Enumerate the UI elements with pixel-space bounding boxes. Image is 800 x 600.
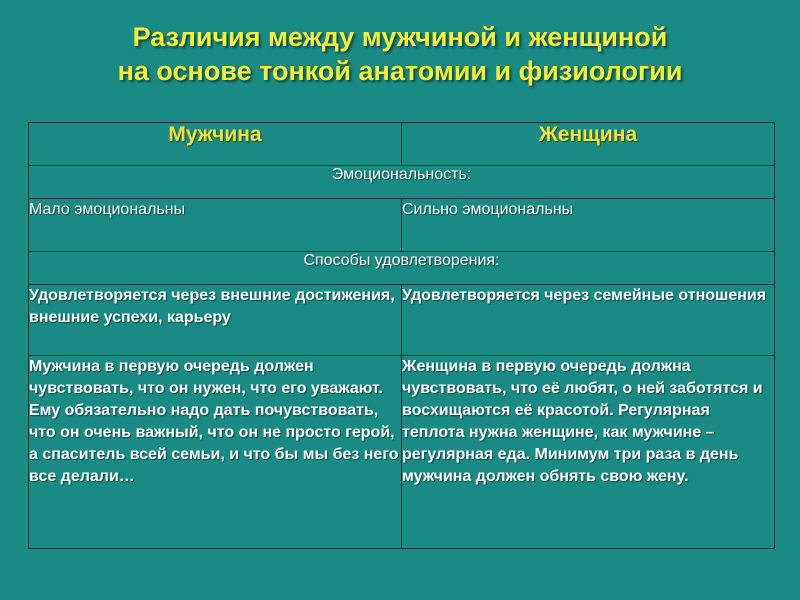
table-row: [29, 285, 775, 356]
section-row-emotionality: [29, 166, 775, 199]
cell-woman-emotionality: Сильно эмоциональны: [402, 199, 775, 252]
slide-title-line-2: на основе тонкой анатомии и физиологии: [117, 56, 683, 86]
slide-title-line-1: Различия между мужчиной и женщиной: [132, 22, 668, 52]
cell-man-satisfaction: Удовлетворяется через внешние достижения, внешние успехи, карьеру: [29, 285, 402, 356]
cell-woman-satisfaction: Удовлетворяется через семейные отношения: [402, 285, 775, 356]
table-header-row: [29, 123, 775, 166]
section-label-emotionality: Эмоциональность:: [29, 166, 775, 199]
cell-woman-needs: Женщина в первую очередь должна чувствовать, что её любят, о ней заботятся и восхищаются её красотой. Регулярная теплота нужна женщине, как мужчине – регулярная еда. Минимум три раза в день мужчина должен обнять свою жену.: [402, 356, 775, 549]
header-man: Мужчина: [29, 123, 402, 166]
section-row-satisfaction: [29, 252, 775, 285]
comparison-table: [28, 122, 775, 549]
cell-man-needs: Мужчина в первую очередь должен чувствовать, что он нужен, что его уважают. Ему обязательно надо дать почувствовать, что он очень важный, что он не просто герой, а спаситель всей семьи, и что бы мы без него все делали…: [29, 356, 402, 549]
cell-man-emotionality: Мало эмоциональны: [29, 199, 402, 252]
table-row: [29, 356, 775, 549]
table-row: [29, 199, 775, 252]
section-label-satisfaction: Способы удовлетворения:: [29, 252, 775, 285]
header-woman: Женщина: [402, 123, 775, 166]
slide-title: [0, 20, 800, 88]
